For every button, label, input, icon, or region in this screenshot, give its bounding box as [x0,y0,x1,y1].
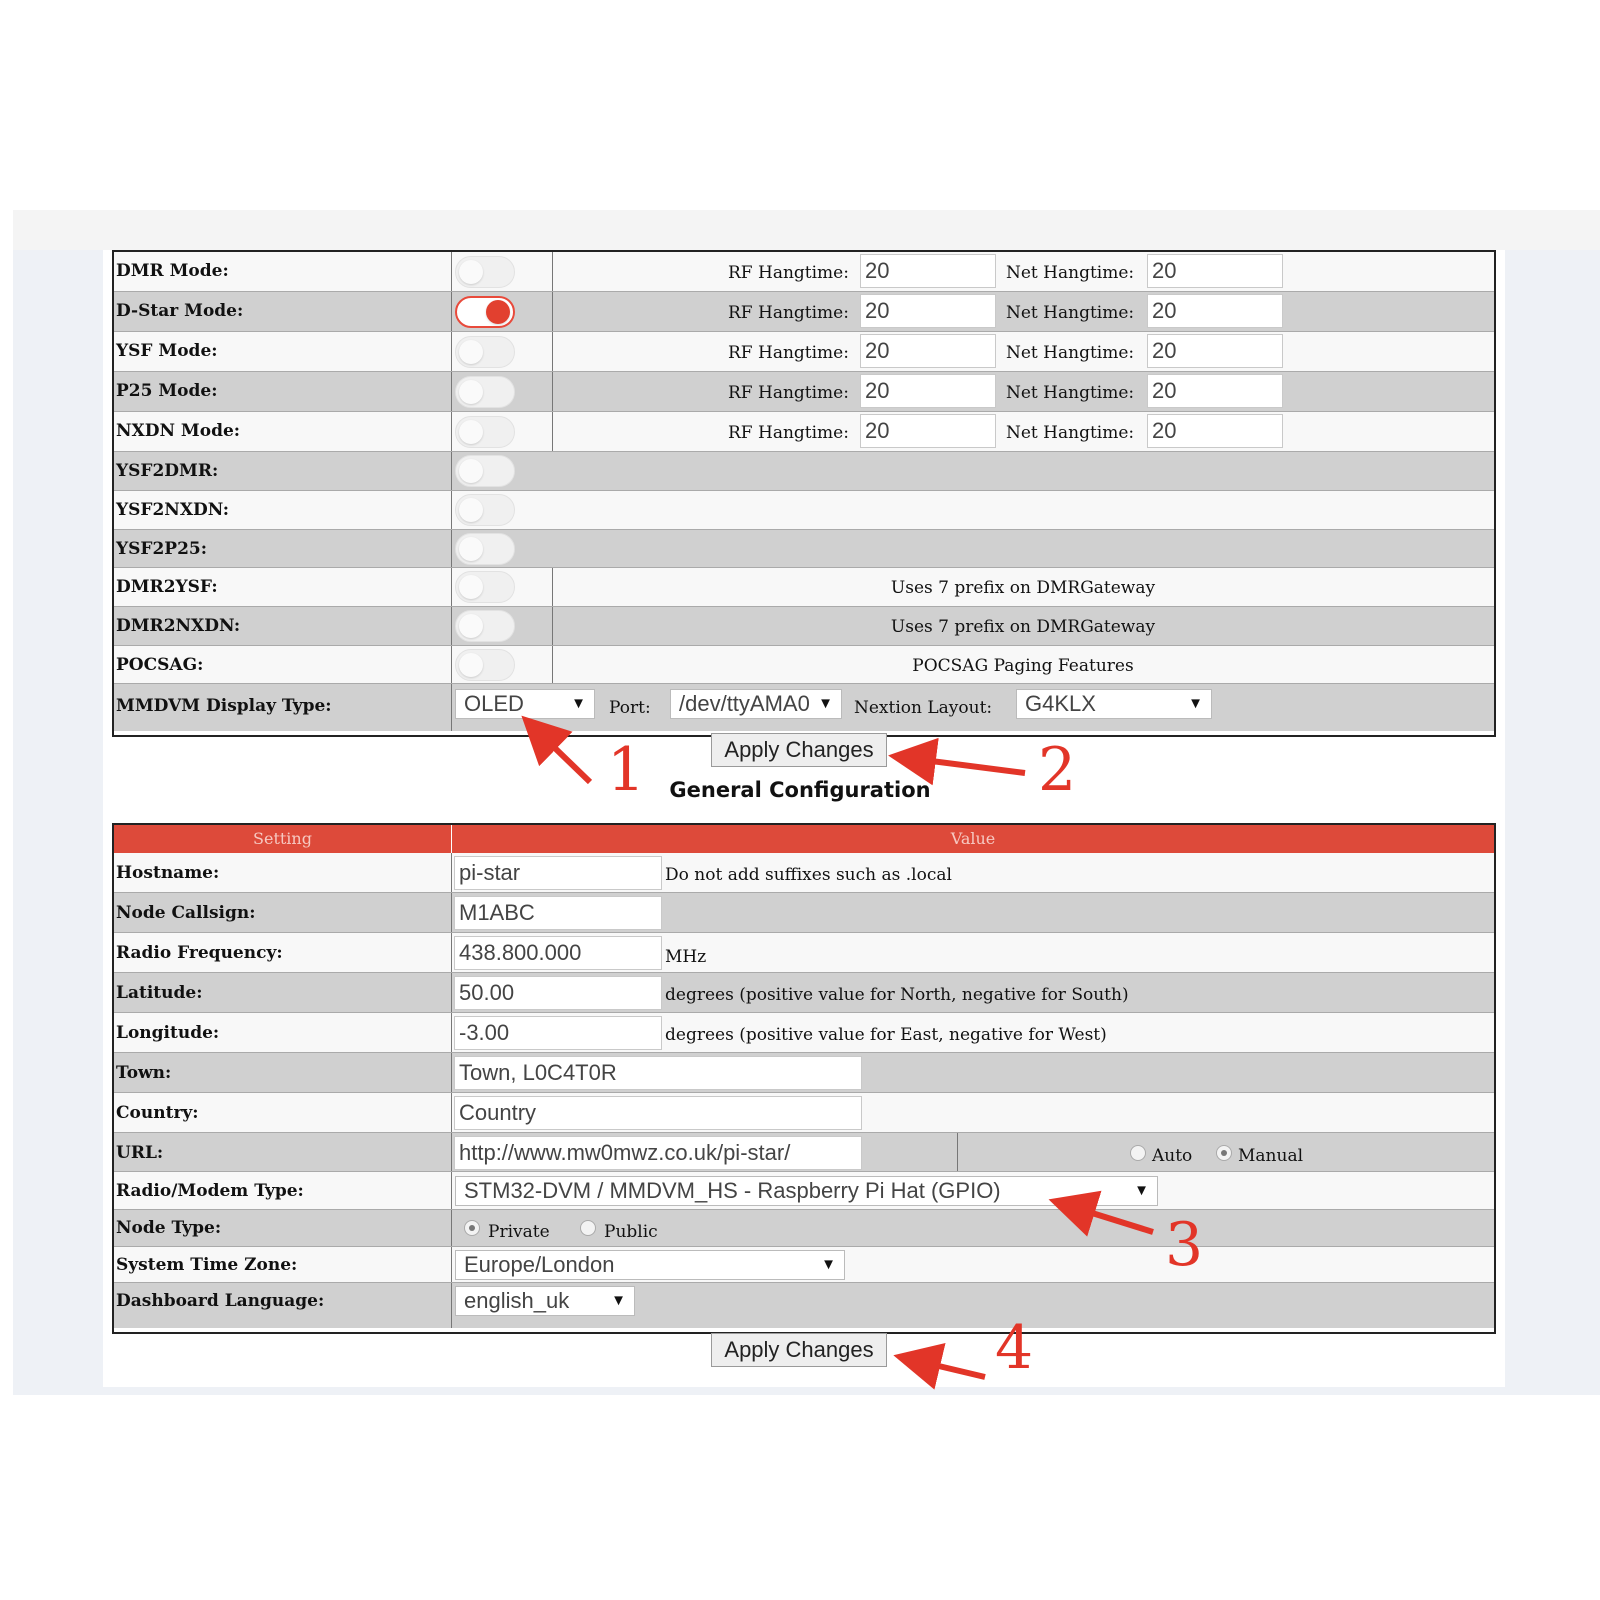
language-value: english_uk [464,1288,570,1313]
pocsag-note: POCSAG Paging Features [912,656,1134,676]
row-label: YSF Mode: [116,341,218,361]
frequency-unit: MHz [665,947,707,967]
row-label: DMR2NXDN: [116,616,241,636]
dmr-rf-hangtime-input[interactable]: 20 [860,254,996,288]
general-configuration-title: General Configuration [669,778,931,802]
p25-net-hangtime-input[interactable]: 20 [1147,374,1283,408]
latitude-note: degrees (positive value for North, negative for South) [665,985,1129,1005]
timezone-value: Europe/London [464,1252,615,1277]
dmr-net-hangtime-input[interactable]: 20 [1147,254,1283,288]
rf-hangtime-label: RF Hangtime: [728,303,849,323]
rf-hangtime-label: RF Hangtime: [728,423,849,443]
row-label: Radio/Modem Type: [116,1181,304,1201]
url-manual-label: Manual [1238,1146,1304,1166]
row-label: YSF2P25: [116,539,208,559]
annotation-number-3: 3 [1165,1210,1204,1280]
nxdn-rf-hangtime-input[interactable]: 20 [860,414,996,448]
callsign-input[interactable]: M1ABC [454,896,662,930]
nxdn-net-hangtime-input[interactable]: 20 [1147,414,1283,448]
modem-type-value: STM32-DVM / MMDVM_HS - Raspberry Pi Hat (GPIO) [464,1178,1001,1203]
header-value: Value [452,825,1494,853]
row-label: NXDN Mode: [116,421,241,441]
url-input[interactable]: http://www.mw0mwz.co.uk/pi-star/ [454,1136,862,1170]
net-hangtime-label: Net Hangtime: [1006,423,1135,443]
longitude-note: degrees (positive value for East, negative for West) [665,1025,1107,1045]
town-input[interactable]: Town, L0C4T0R [454,1056,862,1090]
row-label: Longitude: [116,1023,220,1043]
chevron-down-icon: ▼ [818,695,833,712]
row-label: YSF2DMR: [116,461,219,481]
apply-changes-button-2[interactable]: Apply Changes [711,1333,887,1367]
row-label: Country: [116,1103,199,1123]
annotation-number-2: 2 [1038,735,1077,805]
longitude-input[interactable]: -3.00 [454,1016,662,1050]
net-hangtime-label: Net Hangtime: [1006,383,1135,403]
port-value: /dev/ttyAMA0 [679,691,810,716]
dstar-rf-hangtime-input[interactable]: 20 [860,294,996,328]
chevron-down-icon: ▼ [1188,695,1203,712]
row-label: URL: [116,1143,164,1163]
annotation-number-4: 4 [995,1313,1034,1383]
row-label: DMR Mode: [116,261,229,281]
annotation-number-1: 1 [607,735,646,805]
rf-hangtime-label: RF Hangtime: [728,343,849,363]
chevron-down-icon: ▼ [611,1292,626,1309]
row-label: DMR2YSF: [116,577,218,597]
row-label: MMDVM Display Type: [116,696,332,716]
row-label: D-Star Mode: [116,301,244,321]
frequency-input[interactable]: 438.800.000 [454,936,662,970]
net-hangtime-label: Net Hangtime: [1006,263,1135,283]
url-auto-label: Auto [1152,1146,1193,1166]
display-type-value: OLED [464,691,524,716]
row-label: Town: [116,1063,172,1083]
row-label: Latitude: [116,983,203,1003]
net-hangtime-label: Net Hangtime: [1006,303,1135,323]
row-label: Node Type: [116,1218,222,1238]
nextion-layout-label: Nextion Layout: [854,698,993,718]
ysf-net-hangtime-input[interactable]: 20 [1147,334,1283,368]
node-public-label: Public [604,1222,658,1242]
dstar-net-hangtime-input[interactable]: 20 [1147,294,1283,328]
dmr2nxdn-note: Uses 7 prefix on DMRGateway [890,617,1156,637]
p25-rf-hangtime-input[interactable]: 20 [860,374,996,408]
row-label: P25 Mode: [116,381,218,401]
annotation-arrow-4 [905,1358,985,1377]
country-input[interactable]: Country [454,1096,862,1130]
apply-changes-button-1[interactable]: Apply Changes [711,733,887,767]
row-label: Node Callsign: [116,903,256,923]
net-hangtime-label: Net Hangtime: [1006,343,1135,363]
hostname-input[interactable]: pi-star [454,856,662,890]
latitude-input[interactable]: 50.00 [454,976,662,1010]
chevron-down-icon: ▼ [1134,1182,1149,1199]
annotation-arrow-2 [900,757,1025,773]
port-label: Port: [609,698,651,718]
nextion-layout-value: G4KLX [1025,691,1096,716]
row-label: Hostname: [116,863,220,883]
header-setting: Setting [114,825,451,853]
row-label: Dashboard Language: [116,1291,325,1311]
row-label: POCSAG: [116,655,204,675]
rf-hangtime-label: RF Hangtime: [728,263,849,283]
ysf-rf-hangtime-input[interactable]: 20 [860,334,996,368]
annotation-arrow-3 [1060,1203,1153,1232]
annotation-arrow-1 [530,724,590,782]
row-label: System Time Zone: [116,1255,298,1275]
row-label: YSF2NXDN: [116,500,229,520]
node-private-label: Private [488,1222,550,1242]
chevron-down-icon: ▼ [571,695,586,712]
chevron-down-icon: ▼ [821,1256,836,1273]
hostname-note: Do not add suffixes such as .local [665,865,952,885]
rf-hangtime-label: RF Hangtime: [728,383,849,403]
dmr2ysf-note: Uses 7 prefix on DMRGateway [890,578,1156,598]
row-label: Radio Frequency: [116,943,283,963]
